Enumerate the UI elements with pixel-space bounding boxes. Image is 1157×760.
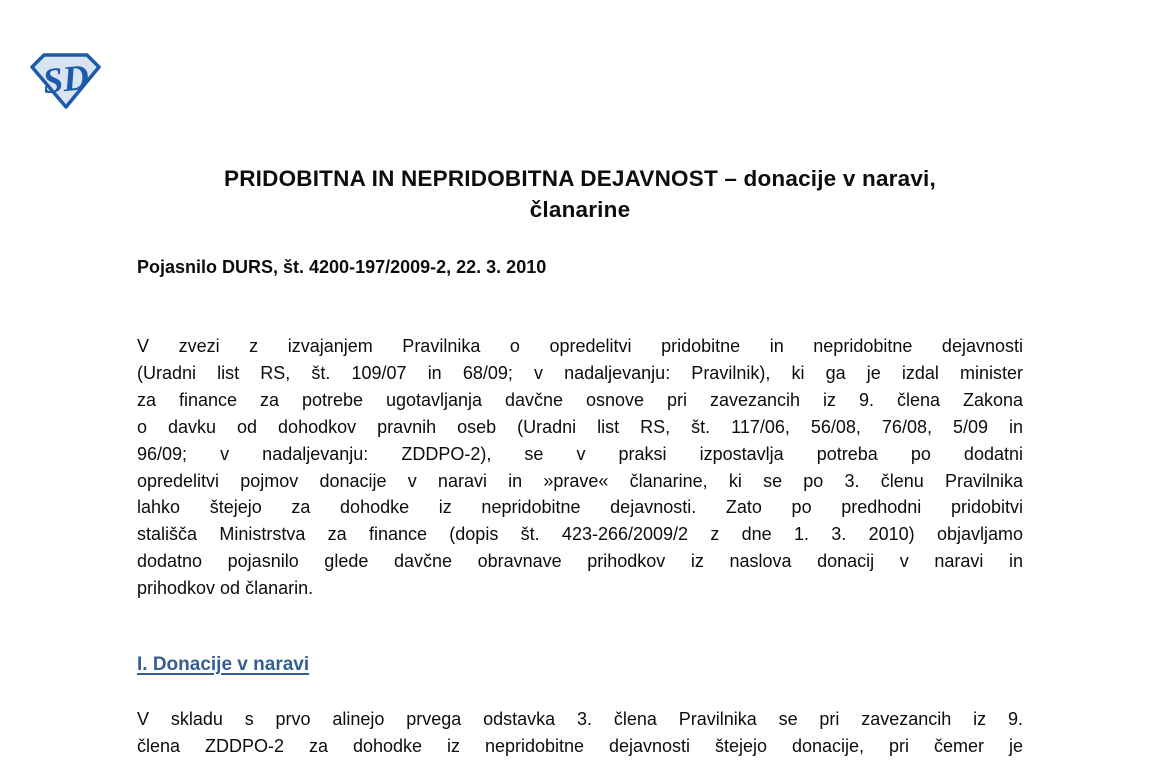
- paragraph-line: stališča Ministrstva za finance (dopis št. 423-266/2009/2 z dne 1. 3. 2010) objavljamo: [137, 524, 1023, 545]
- paragraph-line: člena ZDDPO-2 za dohodke iz nepridobitne dejavnosti štejejo donacije, pri čemer je: [137, 735, 1023, 756]
- document-subtitle: Pojasnilo DURS, št. 4200-197/2009-2, 22. 3. 2010: [137, 257, 547, 277]
- document-title-line-1: PRIDOBITNA IN NEPRIDOBITNA DEJAVNOST – donacije v naravi,: [224, 166, 936, 191]
- paragraph-line: (Uradni list RS, št. 109/07 in 68/09; v nadaljevanju: Pravilnik), ki ga je izdal minister: [137, 362, 1023, 383]
- paragraph-line: o davku od dohodkov pravnih oseb (Uradni list RS, št. 117/06, 56/08, 76/08, 5/09 in: [137, 416, 1023, 437]
- body-paragraph: [137, 706, 1023, 760]
- paragraph-line: V skladu s prvo alinejo prvega odstavka 3. člena Pravilnika se pri zavezancih iz 9.: [137, 709, 1023, 729]
- intro-paragraph: [137, 333, 1023, 602]
- sd-diamond-logo-icon: [29, 52, 103, 110]
- document-title-line-2: članarine: [529, 197, 631, 222]
- paragraph-line: dodatno pojasnilo glede davčne obravnave prihodkov iz naslova donacij v naravi in: [137, 551, 1023, 572]
- paragraph-line: lahko štejejo za dohodke iz nepridobitne dejavnosti. Zato po predhodni pridobitvi: [137, 497, 1023, 518]
- paragraph-line: opredelitvi pojmov donacije v naravi in »prave« članarine, ki se po 3. členu Pravilnika: [137, 470, 1023, 491]
- paragraph-line: 96/09; v nadaljevanju: ZDDPO-2), se v praksi izpostavlja potreba po dodatni: [137, 443, 1023, 464]
- paragraph-line: V zvezi z izvajanjem Pravilnika o opredelitvi pridobitne in nepridobitne dejavnosti: [137, 336, 1023, 356]
- paragraph-line: za finance za potrebe ugotavljanja davčne osnove pri zavezancih iz 9. člena Zakona: [137, 389, 1023, 410]
- document-title: [137, 163, 1023, 225]
- paragraph-line: prihodkov od članarin.: [137, 578, 314, 599]
- section-heading-donacije-v-naravi: I. Donacije v naravi: [137, 654, 310, 675]
- logo-letters: SD: [40, 56, 91, 102]
